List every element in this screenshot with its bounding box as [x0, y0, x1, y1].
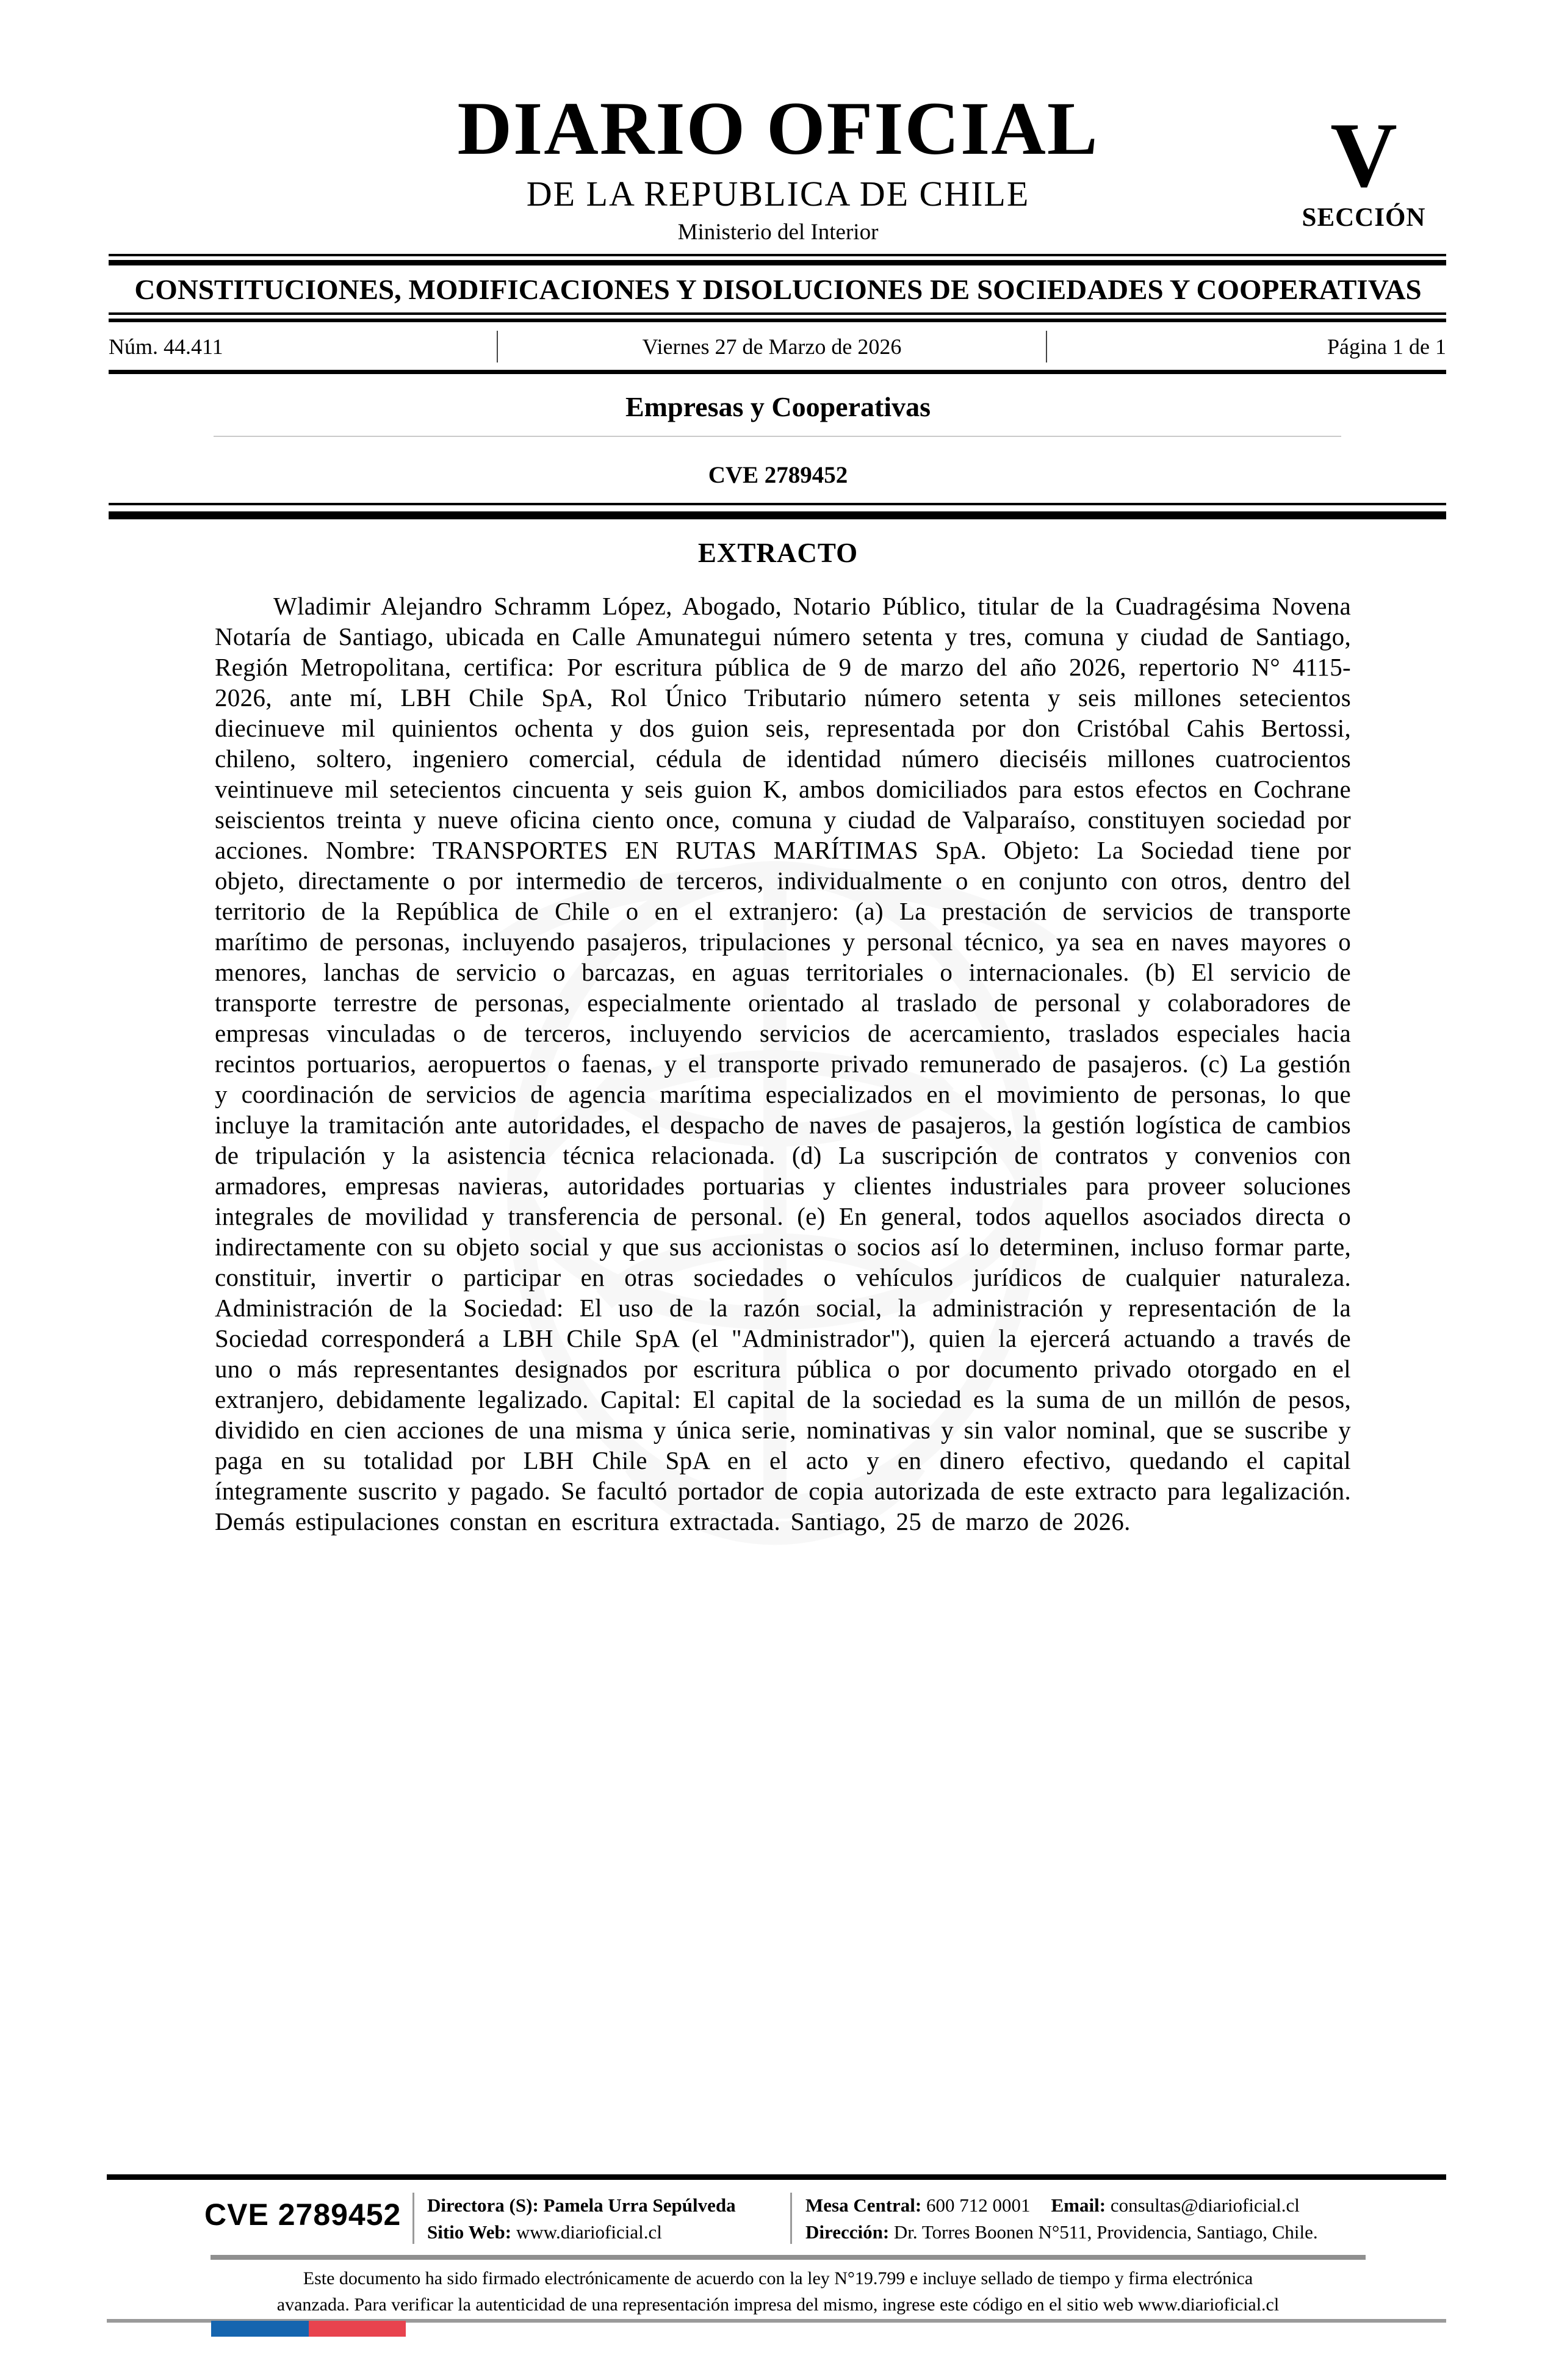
section-numeral: V [1330, 104, 1397, 206]
footer-divider [790, 2193, 792, 2244]
masthead-title: DIARIO OFICIAL [457, 87, 1099, 170]
footer-gray-rule [211, 2255, 1366, 2260]
masthead-ministry: Ministerio del Interior [677, 220, 879, 245]
flag-red-segment [309, 2321, 406, 2337]
address-line [805, 2219, 1318, 2246]
category-title: Empresas y Cooperativas [625, 391, 931, 422]
cve-code: CVE 2789452 [708, 462, 848, 488]
masthead-subtitle: DE LA REPUBLICA DE CHILE [526, 174, 1030, 214]
director-label: Directora (S): [427, 2194, 539, 2216]
director-name: Pamela Urra Sepúlveda [543, 2194, 736, 2216]
phone-value: 600 712 0001 [926, 2194, 1031, 2216]
meta-issue: Núm. 44.411 [109, 334, 223, 359]
phone-label: Mesa Central: [805, 2194, 922, 2216]
address-label: Dirección: [805, 2221, 890, 2243]
email-label: Email: [1051, 2194, 1106, 2216]
footer-rule [107, 2174, 1446, 2180]
disclaimer-line-1: Este documento ha sido firmado electrónicamente de acuerdo con la ley N°19.799 e incluye sellado de tiempo y firma electrónica [303, 2268, 1253, 2288]
extract-body: Wladimir Alejandro Schramm López, Abogado, Notario Público, titular de la Cuadragésima Novena Notaría de Santiago, ubicada en Calle Amunategui número setenta y tres, comuna y ciudad de Santiago, Región Metropolitana, certifica: Por escritura pública de 9 de marzo del año 2026, repertorio N° 4115-2026, ante mí, LBH Chile SpA, Rol Único Tributario número setenta y seis millones setecientos diecinueve mil quinientos ochenta y dos guion seis, representada por don Cristóbal Cahis Bertossi, chileno, soltero, ingeniero comercial, cédula de identidad número dieciséis millones cuatrocientos veintinueve mil setecientos cincuenta y seis guion K, ambos domiciliados para estos efectos en Cochrane seiscientos treinta y nueve oficina ciento once, comuna y ciudad de Valparaíso, constituyen sociedad por acciones. Nombre: TRANSPORTES EN RUTAS MARÍTIMAS SpA. Objeto: La Sociedad tiene por objeto, directamente o por intermedio de terceros, individualmente o en conjunto con otros, dentro del territorio de la República de Chile o en el extranjero: (a) La prestación de servicios de transporte marítimo de personas, incluyendo pasajeros, tripulaciones y personal técnico, ya sea en naves mayores o menores, lanchas de servicio o barcazas, en aguas territoriales o internacionales. (b) El servicio de transporte terrestre de personas, especialmente orientado al traslado de personal y colaboradores de empresas vinculadas o de terceros, incluyendo servicios de acercamiento, traslados especiales hacia recintos portuarios, aeropuertos o faenas, y el transporte privado remunerado de pasajeros. (c) La gestión y coordinación de servicios de agencia marítima especializados en el movimiento de personas, lo que incluye la tramitación ante autoridades, el despacho de naves de pasajeros, la gestión logística de cambios de tripulación y la asistencia técnica relacionada. (d) La suscripción de contratos y convenios con armadores, empresas navieras, autoridades portuarias y clientes industriales para proveer soluciones integrales de movilidad y transferencia de personal. (e) En general, todos aquellos asociados directa o indirectamente con su objeto social y que sus accionistas o socios así lo determinen, incluso formar parte, constituir, invertir o participar en otras sociedades o vehículos jurídicos de cualquier naturaleza. Administración de la Sociedad: El uso de la razón social, la administración y representación de la Sociedad corresponderá a LBH Chile SpA (el "Administrador"), quien la ejercerá actuando a través de uno o más representantes designados por escritura pública o por documento privado otorgado en el extranjero, debidamente legalizado. Capital: El capital de la sociedad es la suma de un millón de pesos, dividido en cien acciones de una misma y única serie, nominativas y sin valor nominal, que se suscribe y paga en su totalidad por LBH Chile SpA en el acto y en dinero efectivo, quedando el capital íntegramente suscrito y pagado. Se facultó portador de copia autorizada de este extracto para legalización. Demás estipulaciones constan en escritura extractada. Santiago, 25 de marzo de 2026. [215, 592, 1351, 1535]
footer-divider [412, 2193, 414, 2244]
email-value: consultas@diarioficial.cl [1110, 2194, 1300, 2216]
extract-rule-thin [109, 503, 1446, 505]
category-divider [214, 436, 1341, 437]
band-rule-thin [109, 312, 1446, 315]
website-value: www.diarioficial.cl [516, 2221, 662, 2243]
disclaimer [0, 2265, 1556, 2318]
address-value: Dr. Torres Boonen N°511, Providencia, Santiago, Chile. [893, 2221, 1318, 2243]
footer-cve: CVE 2789452 [204, 2198, 402, 2232]
meta-date: Viernes 27 de Marzo de 2026 [642, 334, 902, 359]
flag-blue-segment [211, 2321, 309, 2337]
footer-contact-block [805, 2192, 1318, 2246]
meta-row [109, 330, 1446, 364]
extract-rule-thick [109, 511, 1446, 519]
meta-rule [109, 370, 1446, 374]
phone-email-line [805, 2192, 1318, 2219]
section-label: SECCIÓN [1302, 203, 1426, 232]
header-rule-thin [109, 254, 1446, 256]
header-rule-thick [109, 260, 1446, 265]
extract-heading: EXTRACTO [697, 538, 859, 568]
website-line [427, 2219, 736, 2246]
section-marker [1284, 104, 1443, 233]
band-rule-thick [109, 319, 1446, 322]
website-label: Sitio Web: [427, 2221, 512, 2243]
meta-page: Página 1 de 1 [1327, 334, 1446, 359]
band-title: CONSTITUCIONES, MODIFICACIONES Y DISOLUCIONES DE SOCIEDADES Y COOPERATIVAS [134, 274, 1422, 306]
gov-flag [211, 2321, 406, 2337]
director-line [427, 2192, 736, 2219]
disclaimer-line-2: avanzada. Para verificar la autenticidad de una representación impresa del mismo, ingrese este código en el sitio web www.diarioficial.cl [276, 2295, 1280, 2315]
footer-director-block [427, 2192, 736, 2246]
